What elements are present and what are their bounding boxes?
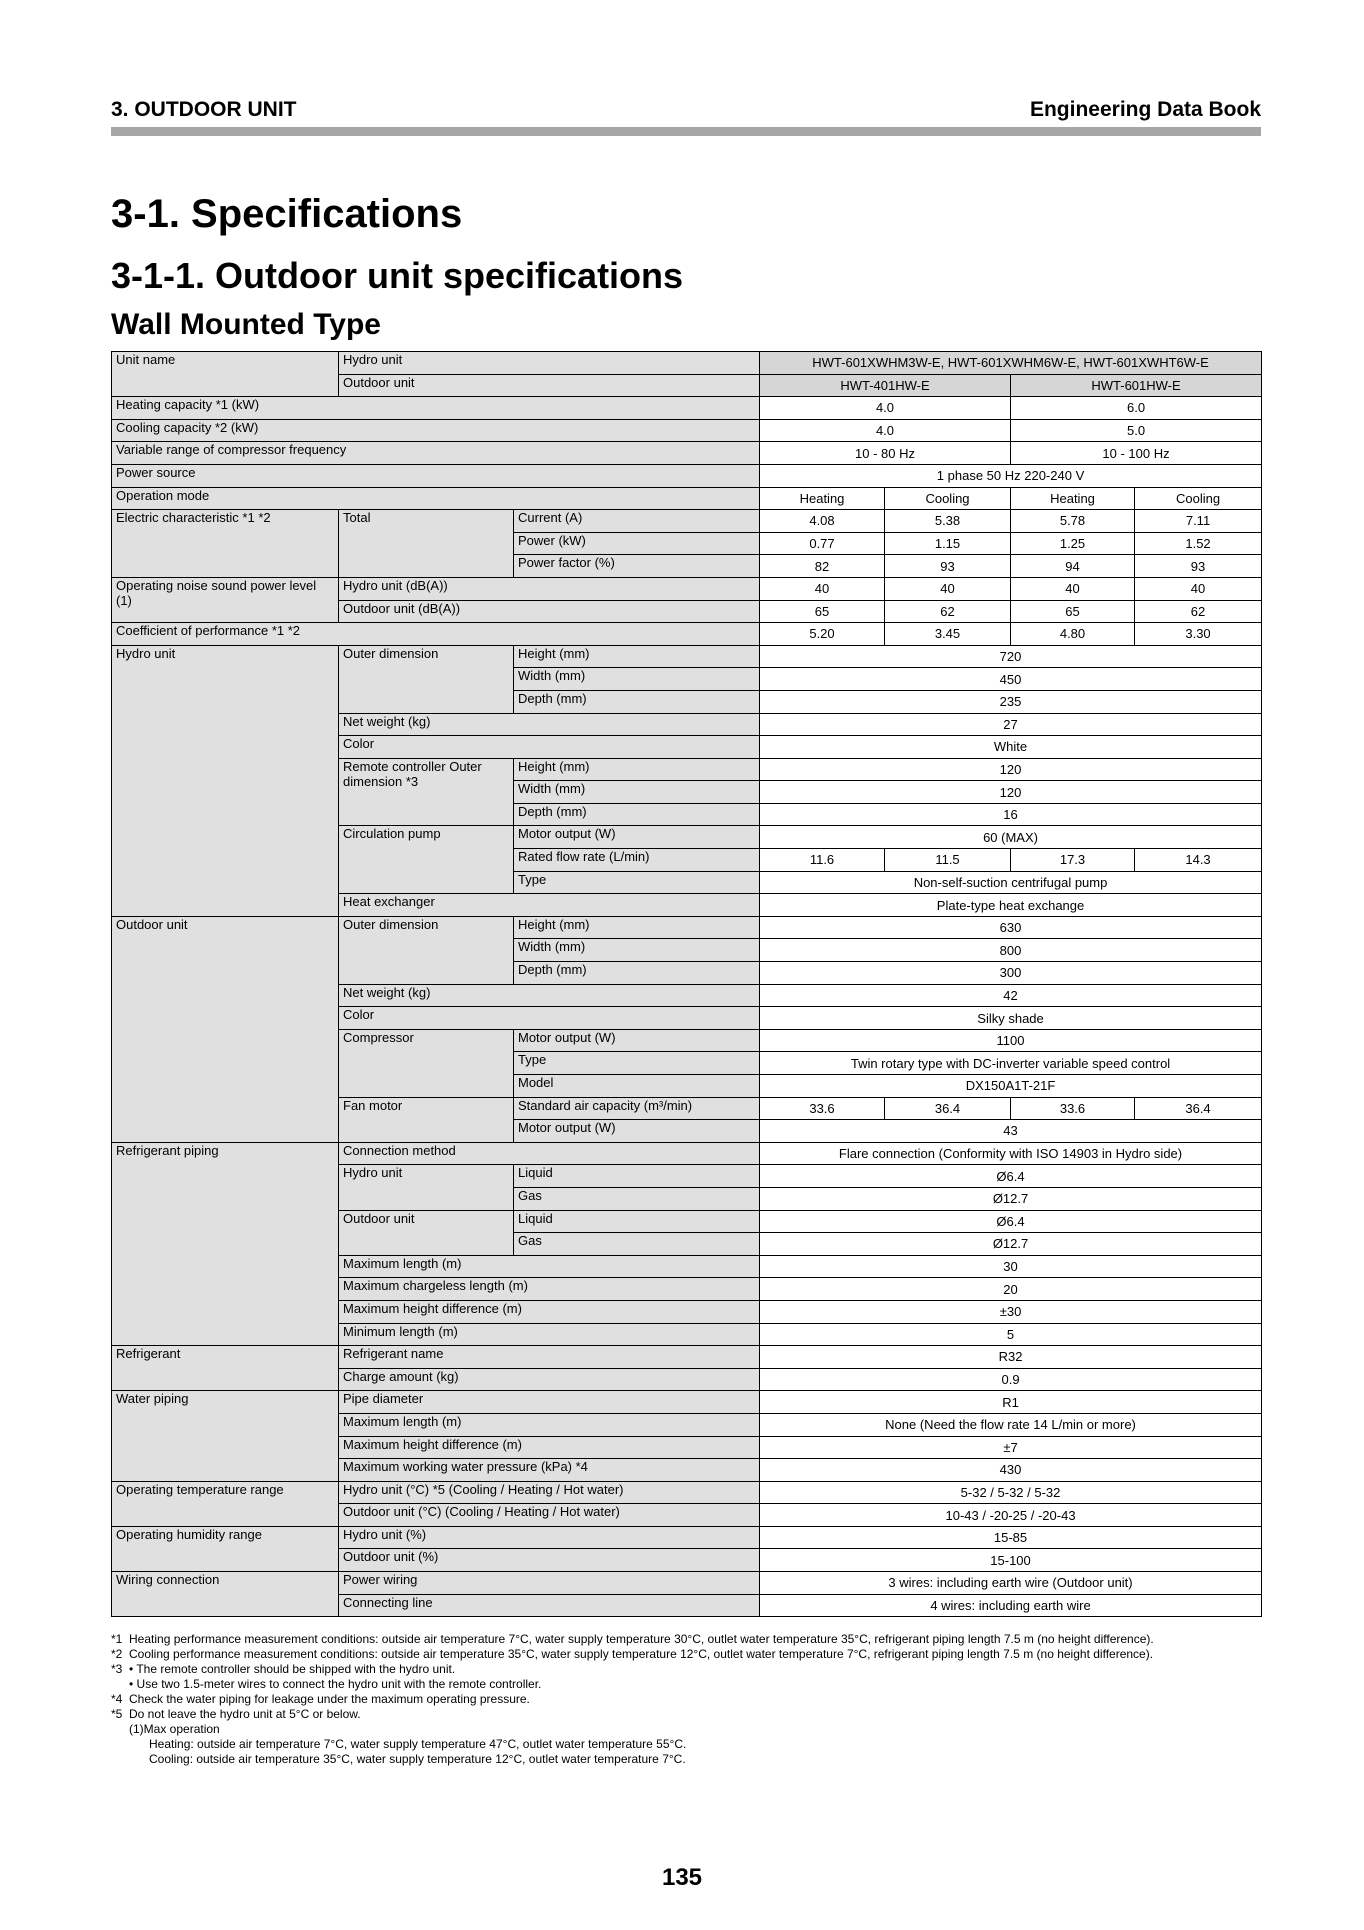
- label-max-length: Maximum length (m): [339, 1255, 760, 1278]
- value-cell: 3.30: [1135, 623, 1262, 646]
- specifications-table: [111, 351, 1262, 1617]
- footnote-text: Heating performance measurement conditions: outside air temperature 7°C, water supply temperature 30°C, outlet water temperature 35°C, refrigerant piping length 7.5 m (no height difference).: [129, 1632, 1154, 1646]
- label-cop: Coefficient of performance *1 *2: [112, 623, 760, 646]
- heading-wall-mounted-type: Wall Mounted Type: [111, 308, 381, 341]
- label-air-capacity: Standard air capacity (m³/min): [514, 1097, 760, 1120]
- value-cell: 62: [1135, 600, 1262, 623]
- value-cell: 4 wires: including earth wire: [760, 1594, 1262, 1617]
- label-water-piping: Water piping: [112, 1391, 339, 1481]
- value-cell: 1.15: [885, 532, 1011, 555]
- label-liquid: Liquid: [514, 1210, 760, 1233]
- table-row: [112, 442, 1262, 465]
- value-cell: Plate-type heat exchange: [760, 894, 1262, 917]
- label-heating-capacity: Heating capacity *1 (kW): [112, 397, 760, 420]
- footnote-text: • The remote controller should be shipped with the hydro unit.: [129, 1662, 456, 1676]
- value-cell: ±30: [760, 1300, 1262, 1323]
- value-cell: 93: [1135, 555, 1262, 578]
- value-cell: Ø12.7: [760, 1187, 1262, 1210]
- table-row: [112, 419, 1262, 442]
- page-header: [111, 98, 1261, 126]
- label-motor-output: Motor output (W): [514, 826, 760, 849]
- table-row: [112, 510, 1262, 533]
- value-cell: 4.80: [1011, 623, 1135, 646]
- label-width: Width (mm): [514, 781, 760, 804]
- value-cell: 5.20: [760, 623, 885, 646]
- value-cell: 15-85: [760, 1526, 1262, 1549]
- value-cell: 36.4: [885, 1097, 1011, 1120]
- footnote-text: Do not leave the hydro unit at 5°C or below.: [129, 1707, 361, 1721]
- value-cell: 27: [760, 713, 1262, 736]
- label-color: Color: [339, 1007, 760, 1030]
- label-gas: Gas: [514, 1233, 760, 1256]
- mode-cooling: Cooling: [1135, 487, 1262, 510]
- label-outer-dimension: Outer dimension: [339, 645, 514, 713]
- label-rated-flow: Rated flow rate (L/min): [514, 849, 760, 872]
- footnote-text: Cooling performance measurement conditions: outside air temperature 35°C, water supply temperature 12°C, outlet water temperature 7°C, refrigerant piping length 7.5 m (no height difference).: [129, 1647, 1154, 1661]
- label-hydro-unit-group: Hydro unit: [112, 645, 339, 916]
- footnote-max-cooling: Cooling: outside air temperature 35°C, water supply temperature 12°C, outlet water temperature 7°C.: [149, 1752, 686, 1766]
- value-cell: 3 wires: including earth wire (Outdoor unit): [760, 1572, 1262, 1595]
- value-cell: 1.52: [1135, 532, 1262, 555]
- value-cell: R32: [760, 1346, 1262, 1369]
- label-unit-name: Unit name: [112, 352, 339, 397]
- label-depth: Depth (mm): [514, 962, 760, 985]
- value-cell: 720: [760, 645, 1262, 668]
- value-cell: 40: [885, 577, 1011, 600]
- label-electric-characteristic: Electric characteristic *1 *2: [112, 510, 339, 578]
- label-liquid: Liquid: [514, 1165, 760, 1188]
- page-number: 135: [661, 1864, 703, 1891]
- footnote-3b: • Use two 1.5-meter wires to connect the hydro unit with the remote controller.: [129, 1677, 542, 1691]
- value-cell: 15-100: [760, 1549, 1262, 1572]
- label-operation-mode: Operation mode: [112, 487, 760, 510]
- label-current: Current (A): [514, 510, 760, 533]
- table-row: [112, 623, 1262, 646]
- table-row: [112, 645, 1262, 668]
- label-power-source: Power source: [112, 464, 760, 487]
- label-power: Power (kW): [514, 532, 760, 555]
- value-cell: 120: [760, 781, 1262, 804]
- label-remote-controller: Remote controller Outer dimension *3: [339, 758, 514, 826]
- mode-heating: Heating: [760, 487, 885, 510]
- table-row: [112, 397, 1262, 420]
- label-max-chargeless: Maximum chargeless length (m): [339, 1278, 760, 1301]
- value-cell: 14.3: [1135, 849, 1262, 872]
- label-outdoor-unit-group: Outdoor unit: [112, 916, 339, 1142]
- section-title: 3. OUTDOOR UNIT: [111, 98, 297, 121]
- value-cell: 7.11: [1135, 510, 1262, 533]
- value-cell: 4.0: [760, 397, 1011, 420]
- value-cell: 120: [760, 758, 1262, 781]
- label-width: Width (mm): [514, 668, 760, 691]
- value-cell: 5.0: [1011, 419, 1262, 442]
- footnote-1: [111, 1632, 1261, 1647]
- label-hydro-unit: Hydro unit: [339, 352, 760, 375]
- value-cell: 62: [885, 600, 1011, 623]
- footnote-mark: *3: [111, 1662, 123, 1676]
- outdoor-model-a: HWT-401HW-E: [760, 374, 1011, 397]
- value-cell: ±7: [760, 1436, 1262, 1459]
- value-cell: 16: [760, 803, 1262, 826]
- value-cell: 6.0: [1011, 397, 1262, 420]
- footnote-mark: *5: [111, 1707, 123, 1721]
- value-cell: Twin rotary type with DC-inverter variable speed control: [760, 1052, 1262, 1075]
- value-cell: 5.78: [1011, 510, 1135, 533]
- label-height: Height (mm): [514, 758, 760, 781]
- value-cell: 10 - 100 Hz: [1011, 442, 1262, 465]
- table-row: [112, 464, 1262, 487]
- table-row: [112, 577, 1262, 600]
- value-cell: 4.0: [760, 419, 1011, 442]
- value-cell: Ø12.7: [760, 1233, 1262, 1256]
- value-cell: 300: [760, 962, 1262, 985]
- footnotes: [111, 1632, 1261, 1767]
- value-cell: 11.5: [885, 849, 1011, 872]
- value-cell: 450: [760, 668, 1262, 691]
- value-cell: 82: [760, 555, 885, 578]
- value-cell: 800: [760, 939, 1262, 962]
- label-min-length: Minimum length (m): [339, 1323, 760, 1346]
- label-circulation-pump: Circulation pump: [339, 826, 514, 894]
- value-cell: Non-self-suction centrifugal pump: [760, 871, 1262, 894]
- label-refrigerant-name: Refrigerant name: [339, 1346, 760, 1369]
- value-cell: 10 - 80 Hz: [760, 442, 1011, 465]
- label-variable-range: Variable range of compressor frequency: [112, 442, 760, 465]
- label-hydro-unit-pipe: Hydro unit: [339, 1165, 514, 1210]
- value-cell: 1.25: [1011, 532, 1135, 555]
- value-cell: 0.9: [760, 1368, 1262, 1391]
- heading-specifications: 3-1. Specifications: [111, 192, 463, 236]
- label-max-height-diff: Maximum height difference (m): [339, 1436, 760, 1459]
- label-pipe-diameter: Pipe diameter: [339, 1391, 760, 1414]
- value-cell: Ø6.4: [760, 1210, 1262, 1233]
- value-cell: 42: [760, 984, 1262, 1007]
- label-temp-hydro: Hydro unit (°C) *5 (Cooling / Heating / Hot water): [339, 1481, 760, 1504]
- value-cell: Ø6.4: [760, 1165, 1262, 1188]
- value-cell: 40: [1135, 577, 1262, 600]
- label-height: Height (mm): [514, 645, 760, 668]
- footnote-5: [111, 1707, 1261, 1722]
- value-cell: 630: [760, 916, 1262, 939]
- label-cooling-capacity: Cooling capacity *2 (kW): [112, 419, 760, 442]
- table-row: [112, 1572, 1262, 1595]
- label-model: Model: [514, 1075, 760, 1098]
- table-row: [112, 1142, 1262, 1165]
- value-cell: None (Need the flow rate 14 L/min or more): [760, 1413, 1262, 1436]
- label-humidity: Operating humidity range: [112, 1526, 339, 1571]
- value-cell: 33.6: [760, 1097, 885, 1120]
- table-row: [112, 1526, 1262, 1549]
- footnote-2: [111, 1647, 1261, 1662]
- label-refrigerant-piping: Refrigerant piping: [112, 1142, 339, 1345]
- table-row: [112, 1346, 1262, 1369]
- footnote-mark: *4: [111, 1692, 123, 1706]
- label-outdoor-unit: Outdoor unit: [339, 374, 760, 397]
- value-cell: 65: [1011, 600, 1135, 623]
- table-row: [112, 1481, 1262, 1504]
- label-refrigerant: Refrigerant: [112, 1346, 339, 1391]
- footnote-4: [111, 1692, 1261, 1707]
- footnote-mark: *1: [111, 1632, 123, 1646]
- label-fan-motor: Fan motor: [339, 1097, 514, 1142]
- label-power-wiring: Power wiring: [339, 1572, 760, 1595]
- label-gas: Gas: [514, 1187, 760, 1210]
- label-motor-output: Motor output (W): [514, 1029, 760, 1052]
- label-max-length: Maximum length (m): [339, 1413, 760, 1436]
- header-divider: [111, 127, 1261, 136]
- value-cell: 3.45: [885, 623, 1011, 646]
- value-cell: 17.3: [1011, 849, 1135, 872]
- table-row: [112, 916, 1262, 939]
- value-cell: 1 phase 50 Hz 220-240 V: [760, 464, 1262, 487]
- value-cell: 5: [760, 1323, 1262, 1346]
- label-hum-hydro: Hydro unit (%): [339, 1526, 760, 1549]
- value-cell: 33.6: [1011, 1097, 1135, 1120]
- label-outdoor-unit-pipe: Outdoor unit: [339, 1210, 514, 1255]
- value-cell: 5.38: [885, 510, 1011, 533]
- value-cell: 4.08: [760, 510, 885, 533]
- table-row: [112, 487, 1262, 510]
- label-motor-output: Motor output (W): [514, 1120, 760, 1143]
- label-depth: Depth (mm): [514, 690, 760, 713]
- outdoor-model-b: HWT-601HW-E: [1011, 374, 1262, 397]
- label-connection-method: Connection method: [339, 1142, 760, 1165]
- value-cell: 20: [760, 1278, 1262, 1301]
- value-cell: 0.77: [760, 532, 885, 555]
- value-cell: Silky shade: [760, 1007, 1262, 1030]
- value-cell: 1100: [760, 1029, 1262, 1052]
- value-cell: 40: [1011, 577, 1135, 600]
- value-cell: 430: [760, 1459, 1262, 1482]
- label-width: Width (mm): [514, 939, 760, 962]
- value-cell: 235: [760, 690, 1262, 713]
- label-type: Type: [514, 871, 760, 894]
- value-cell: White: [760, 736, 1262, 759]
- book-title: Engineering Data Book: [1029, 98, 1261, 121]
- mode-heating: Heating: [1011, 487, 1135, 510]
- label-depth: Depth (mm): [514, 803, 760, 826]
- label-wiring: Wiring connection: [112, 1572, 339, 1617]
- value-cell: DX150A1T-21F: [760, 1075, 1262, 1098]
- heading-outdoor-unit-specifications: 3-1-1. Outdoor unit specifications: [111, 255, 684, 296]
- value-cell: 40: [760, 577, 885, 600]
- table-row: [112, 352, 1262, 375]
- label-max-pressure: Maximum working water pressure (kPa) *4: [339, 1459, 760, 1482]
- mode-cooling: Cooling: [885, 487, 1011, 510]
- value-cell: 94: [1011, 555, 1135, 578]
- label-total: Total: [339, 510, 514, 578]
- label-type: Type: [514, 1052, 760, 1075]
- footnote-3: [111, 1662, 1261, 1677]
- value-cell: 10-43 / -20-25 / -20-43: [760, 1504, 1262, 1527]
- label-noise-hydro: Hydro unit (dB(A)): [339, 577, 760, 600]
- label-net-weight: Net weight (kg): [339, 984, 760, 1007]
- hydro-models: HWT-601XWHM3W-E, HWT-601XWHM6W-E, HWT-601XWHT6W-E: [760, 352, 1262, 375]
- value-cell: 36.4: [1135, 1097, 1262, 1120]
- label-temp-range: Operating temperature range: [112, 1481, 339, 1526]
- value-cell: 65: [760, 600, 885, 623]
- label-net-weight: Net weight (kg): [339, 713, 760, 736]
- label-connecting-line: Connecting line: [339, 1594, 760, 1617]
- label-heat-exchanger: Heat exchanger: [339, 894, 760, 917]
- footnote-text: Check the water piping for leakage under the maximum operating pressure.: [129, 1692, 530, 1706]
- footnote-max-heating: Heating: outside air temperature 7°C, water supply temperature 47°C, outlet water temperature 55°C.: [149, 1737, 687, 1751]
- value-cell: Flare connection (Conformity with ISO 14903 in Hydro side): [760, 1142, 1262, 1165]
- label-hum-outdoor: Outdoor unit (%): [339, 1549, 760, 1572]
- label-noise-outdoor: Outdoor unit (dB(A)): [339, 600, 760, 623]
- value-cell: 43: [760, 1120, 1262, 1143]
- value-cell: 30: [760, 1255, 1262, 1278]
- label-color: Color: [339, 736, 760, 759]
- label-power-factor: Power factor (%): [514, 555, 760, 578]
- value-cell: 11.6: [760, 849, 885, 872]
- label-max-height-diff: Maximum height difference (m): [339, 1300, 760, 1323]
- label-operating-noise: Operating noise sound power level (1): [112, 577, 339, 622]
- footnote-max-operation: (1)Max operation: [129, 1722, 220, 1736]
- label-outer-dimension: Outer dimension: [339, 916, 514, 984]
- value-cell: 93: [885, 555, 1011, 578]
- value-cell: R1: [760, 1391, 1262, 1414]
- footnote-mark: *2: [111, 1647, 123, 1661]
- table-row: [112, 1391, 1262, 1414]
- label-temp-outdoor: Outdoor unit (°C) (Cooling / Heating / Hot water): [339, 1504, 760, 1527]
- label-compressor: Compressor: [339, 1029, 514, 1097]
- value-cell: 5-32 / 5-32 / 5-32: [760, 1481, 1262, 1504]
- label-height: Height (mm): [514, 916, 760, 939]
- value-cell: 60 (MAX): [760, 826, 1262, 849]
- label-charge-amount: Charge amount (kg): [339, 1368, 760, 1391]
